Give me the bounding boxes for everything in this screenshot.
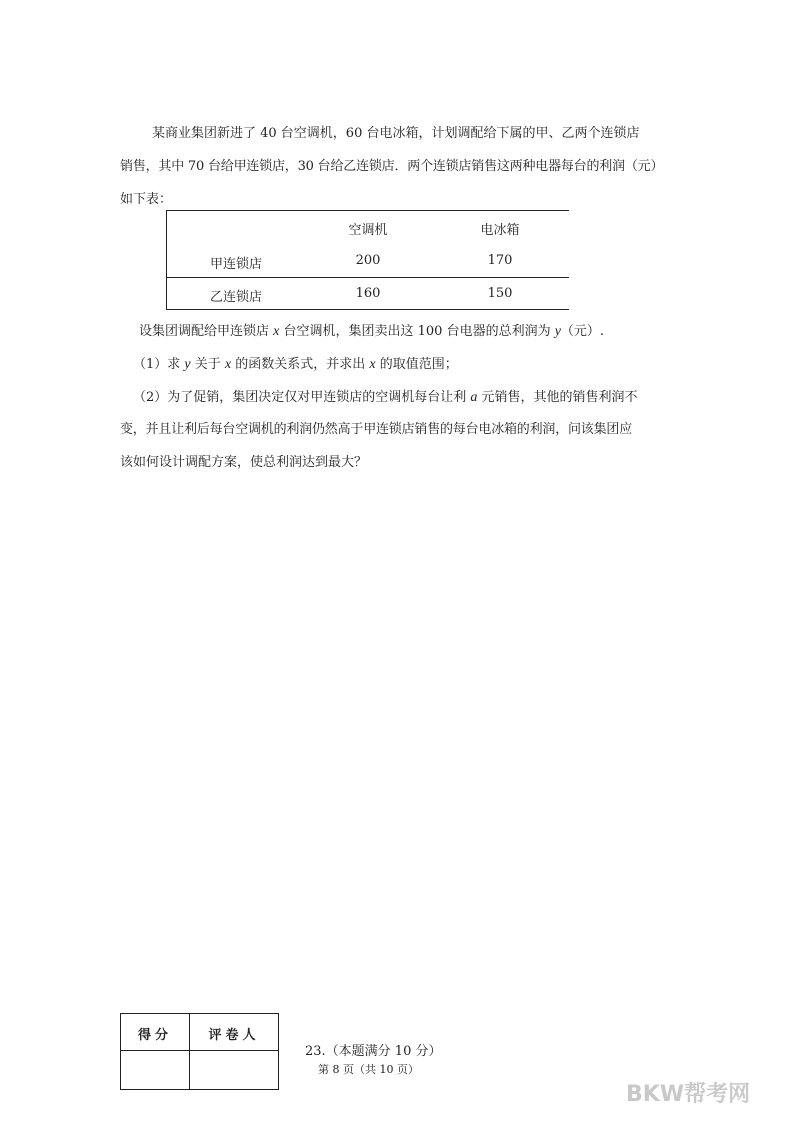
question-2-line-3: 该如何设计调配方案，使总利润达到最大？ [120,455,368,470]
problem-line-2: 销售，其中 70 台给甲连锁店，30 台给乙连锁店．两个连锁店销售这两种电器每台的利润（元） [120,159,664,174]
grader-input[interactable] [190,1051,276,1088]
table-row-label: 甲连锁店 [209,257,262,272]
table-cell: 200 [355,253,381,268]
next-question-heading: 23.（本题满分 10 分） [305,1044,442,1059]
page-footer: 第 8 页（共 10 页） [318,1063,419,1076]
table-row-label: 乙连锁店 [209,290,262,305]
problem-line-3: 如下表： [120,192,173,207]
question-2-line-1: （2）为了促销，集团决定仅对甲连锁店的空调机每台让利 a 元销售，其他的销售利润不 [133,390,638,405]
grader-label: 评卷人 [208,1028,260,1043]
table-left-border [166,210,167,309]
table-top-border [166,210,569,211]
score-input[interactable] [121,1051,188,1088]
table-bottom-border [166,309,569,310]
question-1: （1）求 y 关于 x 的函数关系式，并求出 x 的取值范围； [133,357,458,372]
table-header-ac: 空调机 [348,223,388,238]
question-2-line-2: 变，并且让利后每台空调机的利润仍然高于甲连锁店销售的每台电冰箱的利润，问该集团应 [120,422,633,437]
table-cell: 170 [487,253,513,268]
table-divider [166,277,569,278]
watermark-logo: BKW帮考网 [626,1082,751,1107]
setup-sentence: 设集团调配给甲连锁店 x 台空调机，集团卖出这 100 台电器的总利润为 y（元）. [139,324,605,339]
table-header-fridge: 电冰箱 [480,223,520,238]
problem-line-1: 某商业集团新进了 40 台空调机，60 台电冰箱，计划调配给下属的甲、乙两个连锁店 [152,126,640,141]
table-cell: 160 [355,286,381,301]
table-cell: 150 [487,286,513,301]
score-label: 得分 [137,1028,172,1043]
